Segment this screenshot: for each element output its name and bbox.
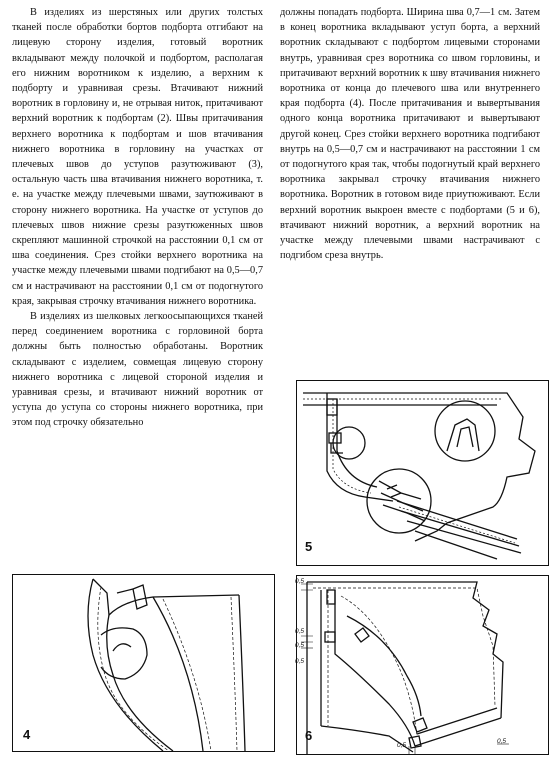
dimension-label: 0,5 [295,628,305,635]
figure-5-number: 5 [305,539,313,554]
figure-5 [296,380,549,566]
dimension-label: 0,5 [295,658,305,665]
text-column-right [280,5,540,263]
dimension-label: 0,5 [295,578,305,585]
figure-5-drawing [297,381,550,567]
paragraph-silk-fabrics: В изделиях из шелковых легкоосыпающихся тканей перед соединением воротника с горловиной борта должны быть полностью обработаны. Воротник складывают с изделием, совмещая лицевую сторону нижнего воротника с лицевой стороной изделия и уравнивая срезы, и втачивают нижний воротник от уступа до уступа со стороны нижнего воротника, при этом под строчку обязательно [12,311,263,429]
paragraph-wool-fabrics: В изделиях из шерстяных или других толстых тканей после обработки бортов подборта отгибают на лицевую сторону изделия, готовый воротник вкладывают между полочкой и подбортом, располагая его нижним воротником к изделию, а верхним к подборту и уравнивая срезы. Втачивают нижний воротник в горловину и, не отрывая ниток, притачивают верхний воротник к подбортам (2). Швы притачивания верхнего воротника к подбортам и шов втачивания нижнего воротника в горловину на участках от плечевых швов до уступов разутюживают (3), остальную часть шва втачивания нижнего воротника, т. е. на участке между плечевыми швами, заутюживают в сторону нижнего воротника. На участке от уступов до плечевых швов нижние срезы разутюженных швов скрепляют машинной строчкой на расстоянии 0,1 см от шва соединения. Срез стойки верхнего воротника на участке между плечевыми швами подгибают на 0,5—0,7 см и настрачивают на расстоянии 0,1 см от подогнутого края, закрывая строчку втачивания нижнего воротника. [12,7,263,307]
text-column-left [12,5,263,431]
dimension-label: 0,5 [397,742,407,749]
figure-4-drawing [13,575,276,753]
figure-6-number: 6 [305,728,313,743]
figure-4 [12,574,275,752]
figure-4-number: 4 [23,727,31,742]
dimension-label: 0,5 [497,738,507,745]
figure-6 [296,575,549,755]
dimension-label: 0,5 [295,642,305,649]
figure-6-drawing [297,576,550,756]
paragraph-continuation: должны попадать подборта. Ширина шва 0,7—1 см. Затем в конец воротника вкладывают уступ борта, а верхний воротник складывают с подбортом лицевыми сторонами внутрь, уравнивая срез воротника со швом горловины, и притачивают верхний воротник к шву втачивания нижнего воротника от конца до плечевого шва или внутреннего края подборта (4). После притачивания и вывертывания одного конца воротника притачивают и вывертывают другой конец. Срез стойки верхнего воротника подгибают внутрь на 0,5—0,7 см и настрачивают на расстоянии 1 см от подогнутого края так, чтобы подогнутый край верхнего воротника закрывал строчку втачивания нижнего воротника. Воротник в готовом виде приутюживают. Если верхний воротник выкроен вместе с подбортами (5 и 6), втачивают нижний воротник, а верхний воротник на участке между плечевыми швами настрачивают с подгибом среза внутрь. [280,7,540,262]
